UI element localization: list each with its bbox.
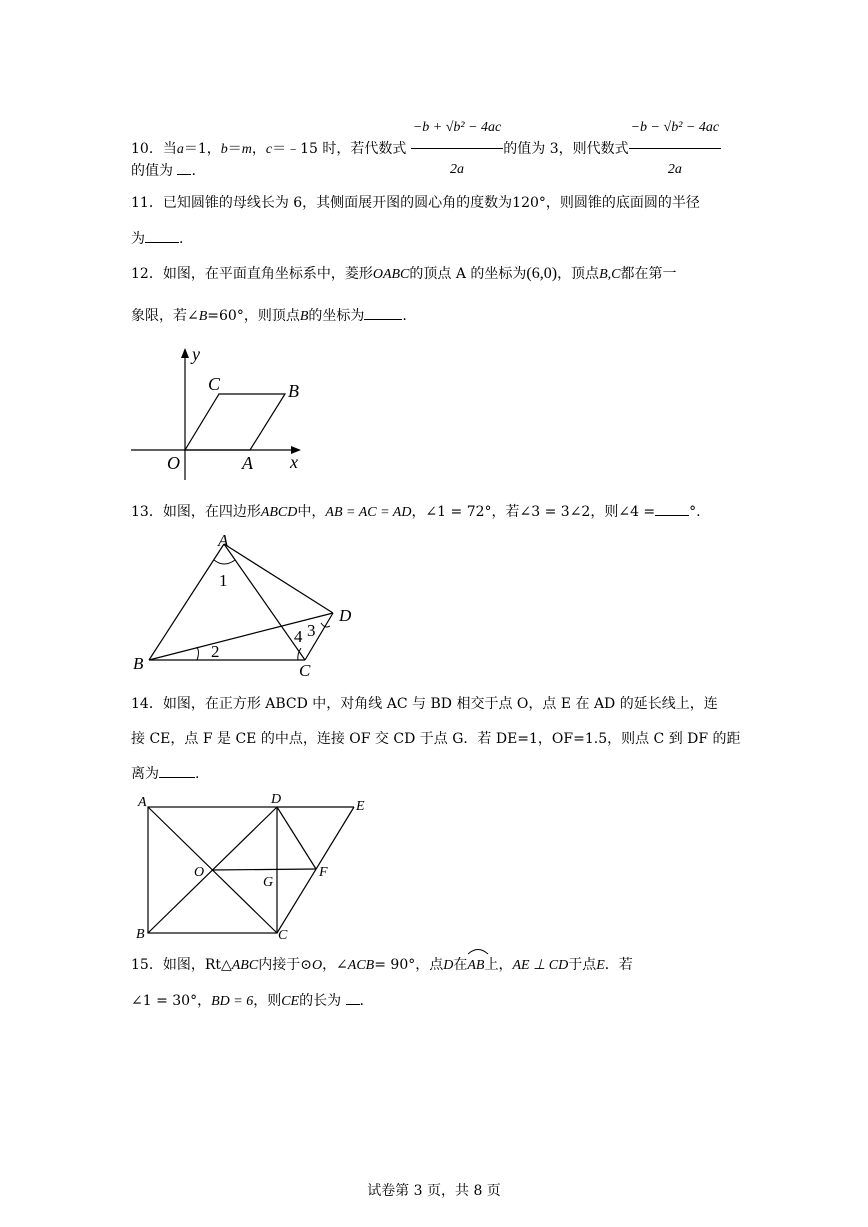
- q13-answer-blank[interactable]: [655, 501, 689, 516]
- q14-label-E: E: [356, 799, 365, 814]
- q11-line2: 为 .: [131, 228, 183, 249]
- q14-label-A: A: [138, 795, 147, 810]
- q14-line1: 14．如图，在正方形 ABCD 中，对角线 AC 与 BD 相交于点 O，点 E 在 AD 的延长线上，连: [131, 696, 718, 712]
- q14-label-B: B: [136, 927, 145, 942]
- q13-label-C: C: [299, 661, 311, 678]
- q15-answer-blank[interactable]: [346, 990, 360, 1005]
- q13-label-1: 1: [219, 571, 228, 590]
- q10-answer-blank[interactable]: [177, 160, 191, 175]
- q14-figure: [130, 790, 375, 950]
- q15-arc-ab: AB: [467, 955, 484, 976]
- arc-icon: [467, 947, 489, 955]
- q14-answer-blank[interactable]: [159, 763, 195, 778]
- q12-label-C: C: [208, 374, 221, 394]
- q11-answer-blank[interactable]: [145, 228, 179, 243]
- q13-label-2: 2: [211, 642, 220, 661]
- q14-label-C: C: [278, 928, 288, 943]
- q14-label-D: D: [271, 792, 282, 807]
- q12-label-O: O: [167, 453, 180, 473]
- q12-figure: [125, 340, 310, 485]
- q10-fraction-1: $\frac{\text{−b + √b² − 4ac}}{2a}$: [411, 110, 503, 188]
- q10-line1: 10．当a＝1，b＝m，c＝﹣15 时，若代数式 $\frac{\text{−b + √b² − 4ac}}{2a}$ 的值为 3，则代数式 $\frac{\text{−b − √b² − 4ac}}{2a}$: [131, 110, 721, 188]
- q15-line2: ∠1 = 30°，BD = 6，则CE的长为 .: [131, 990, 364, 1012]
- page-footer: 试卷第 3 页，共 8 页: [367, 1183, 501, 1199]
- q10-fraction-2: $\frac{\text{−b − √b² − 4ac}}{2a}$: [629, 110, 721, 188]
- q14-label-G: G: [263, 875, 274, 890]
- q10-line2: 的值为 .: [131, 160, 196, 181]
- q14-line2: 接 CE，点 F 是 CE 的中点，连接 OF 交 CD 于点 G．若 DE=1，OF=1.5，则点 C 到 DF 的距: [131, 731, 741, 747]
- q14-label-F: F: [319, 865, 328, 880]
- q13-label-B: B: [133, 654, 144, 673]
- q14-label-O: O: [194, 865, 205, 880]
- q13-line1: 13．如图，在四边形ABCD中，AB = AC = AD，∠1 = 72°，若∠3 = 3∠2，则∠4 = °.: [131, 501, 701, 523]
- q13-figure: [125, 530, 365, 678]
- q13-label-4: 4: [294, 627, 303, 646]
- q14-line3: 离为 .: [131, 763, 199, 784]
- q13-label-A: A: [218, 531, 229, 550]
- q12-line2: 象限，若∠B=60°，则顶点B的坐标为 .: [131, 305, 407, 327]
- q12-label-B: B: [288, 381, 299, 401]
- q13-label-D: D: [339, 606, 352, 625]
- q13-label-3: 3: [307, 621, 316, 640]
- q12-label-x: x: [290, 452, 298, 472]
- q12-line1: 12．如图，在平面直角坐标系中，菱形OABC的顶点 A 的坐标为(6,0)，顶点B,C都在第一: [131, 265, 677, 282]
- q12-label-y: y: [192, 344, 200, 364]
- q12-label-A: A: [242, 453, 253, 473]
- q11-line1: 11．已知圆锥的母线长为 6，其侧面展开图的圆心角的度数为120°，则圆锥的底面圆的半径: [131, 195, 700, 211]
- q15-line1: 15．如图，Rt△ABC内接于⊙O，∠ACB= 90°，点D在 AB上，AE ⊥ CD于点E．若: [131, 955, 633, 976]
- q12-answer-blank[interactable]: [364, 305, 402, 320]
